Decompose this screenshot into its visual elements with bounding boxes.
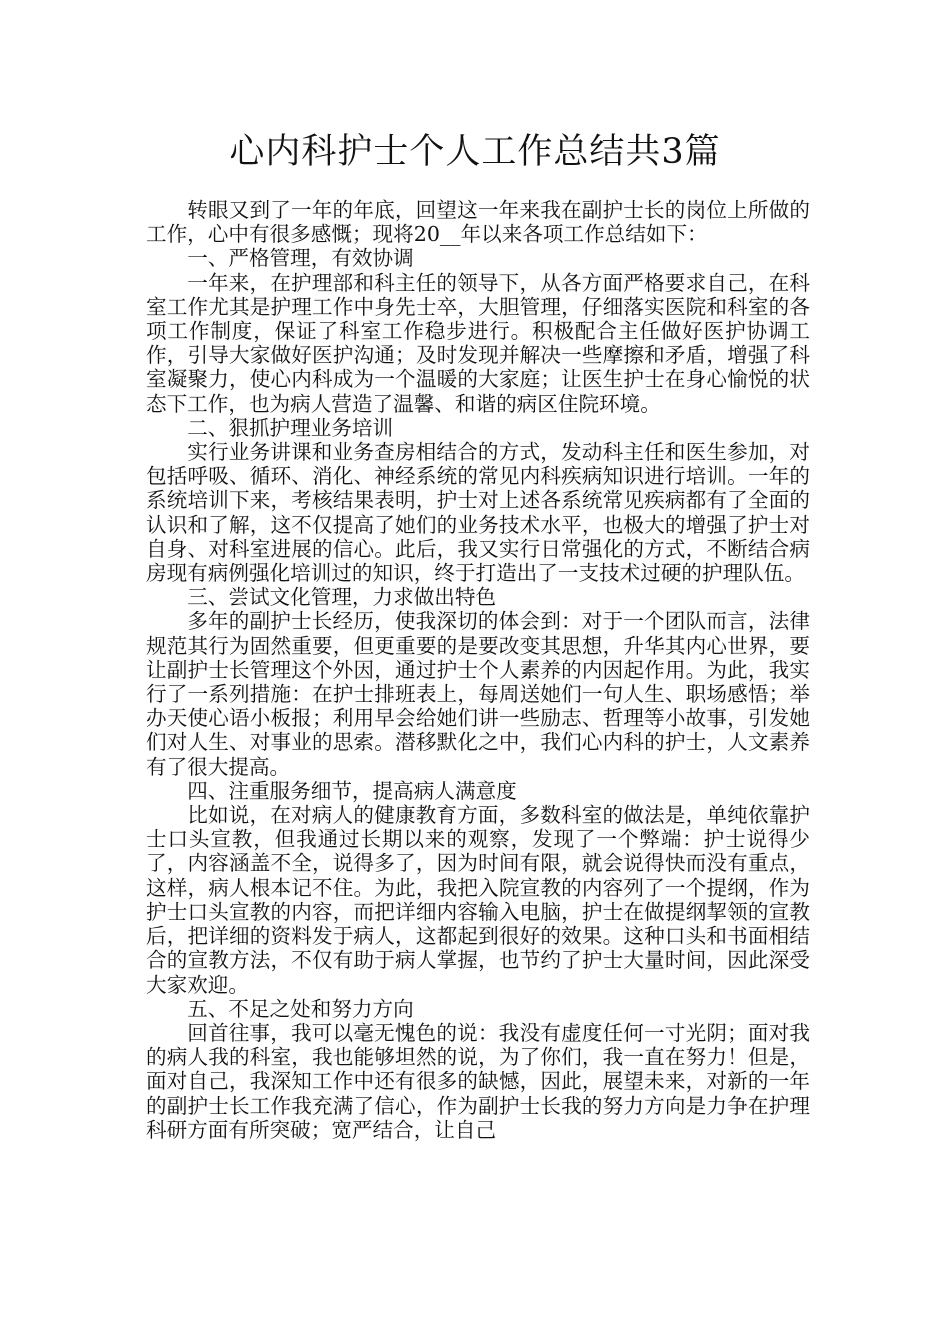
document-title: 心内科护士个人工作总结共3篇 — [229, 132, 721, 172]
section-paragraph-3: 多年的副护士长经历，使我深切的体会到：对于一个团队而言，法律规范其行为固然重要，但更重要的是要改变其思想，升华其内心世界，要让副护士长管理这个外因，通过护士个人素养的内因起作用。为此，我实行了一系列措施：在护士排班表上，每周送她们一句人生、职场感悟；举办天使心语小板报；利用早会给她们讲一些励志、哲理等小故事，引发她们对人生、对事业的思索。潜移默化之中，我们心内科的护士，人文素养有了很大提高。 — [146, 609, 810, 779]
section-heading-4: 四、注重服务细节，提高病人满意度 — [187, 778, 517, 803]
intro-paragraph: 转眼又到了一年的年底，回望这一年来我在副护士长的岗位上所做的工作，心中有很多感慨；现将20__年以来各项工作总结如下： — [146, 198, 810, 247]
section-paragraph-5: 回首往事，我可以毫无愧色的说：我没有虚度任何一寸光阴；面对我的病人我的科室，我也能够坦然的说，为了你们，我一直在努力！但是，面对自己，我深知工作中还有很多的缺憾，因此，展望未来，对新的一年的副护士长工作我充满了信心，作为副护士长我的努力方向是力争在护理科研方面有所突破；宽严结合，让自己 — [146, 1020, 810, 1142]
document-body — [146, 198, 810, 1142]
section-heading-1: 一、严格管理，有效协调 — [187, 246, 414, 271]
section-heading-3: 三、尝试文化管理，力求做出特色 — [187, 585, 497, 610]
section-heading-5: 五、不足之处和努力方向 — [187, 996, 414, 1021]
section-heading-2: 二、狠抓护理业务培训 — [187, 415, 394, 440]
section-paragraph-2: 实行业务讲课和业务查房相结合的方式，发动科主任和医生参加，对包括呼吸、循环、消化、神经系统的常见内科疾病知识进行培训。一年的系统培训下来，考核结果表明，护士对上述各系统常见疾病都有了全面的认识和了解，这不仅提高了她们的业务技术水平，也极大的增强了护士对自身、对科室进展的信心。此后，我又实行日常强化的方式，不断结合病房现有病例强化培训过的知识，终于打造出了一支技术过硬的护理队伍。 — [146, 440, 810, 586]
section-paragraph-4: 比如说，在对病人的健康教育方面，多数科室的做法是，单纯依靠护士口头宣教，但我通过长期以来的观察，发现了一个弊端：护士说得少了，内容涵盖不全，说得多了，因为时间有限，就会说得快而没有重点，这样，病人根本记不住。为此，我把入院宣教的内容列了一个提纲，作为护士口头宣教的内容，而把详细内容输入电脑，护士在做提纲挈领的宣教后，把详细的资料发于病人，这都起到很好的效果。这种口头和书面相结合的宣教方法，不仅有助于病人掌握，也节约了护士大量时间，因此深受大家欢迎。 — [146, 803, 810, 997]
section-paragraph-1: 一年来，在护理部和科主任的领导下，从各方面严格要求自己，在科室工作尤其是护理工作中身先士卒，大胆管理，仔细落实医院和科室的各项工作制度，保证了科室工作稳步进行。积极配合主任做好医护协调工作，引导大家做好医护沟通；及时发现并解决一些摩擦和矛盾，增强了科室凝聚力，使心内科成为一个温暖的大家庭；让医生护士在身心愉悦的状态下工作，也为病人营造了温馨、和谐的病区住院环境。 — [146, 270, 810, 416]
